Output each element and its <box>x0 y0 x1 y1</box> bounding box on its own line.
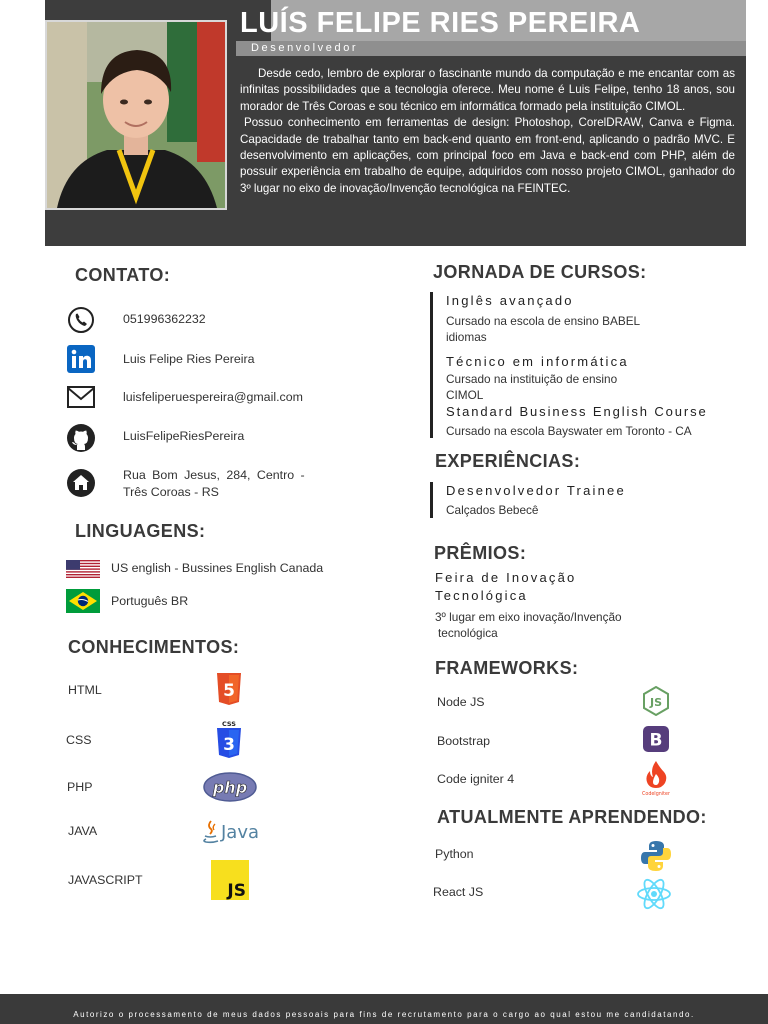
candidate-name: LUÍS FELIPE RIES PEREIRA <box>240 7 641 39</box>
nodejs-badge-label: JS <box>649 696 663 709</box>
course-3-line1: Cursado na escola Bayswater em Toronto - CA <box>446 424 692 438</box>
candidate-role: Desenvolvedor <box>251 42 359 54</box>
linkedin-icon <box>67 345 95 373</box>
about-paragraph-2: Possuo conhecimento em ferramentas de design: Photoshop, CorelDRAW, Canva e Figma. Capacidade de trabalhar tanto em back-end quanto em front-end, aplicando o padrão MVC. E desenvolvimento em aplicações, com principal foco em Java e back-end com PHP, além de possuir experiência em trabalho de equipe, adquiridos com nosso projeto CIMOL, ganhador do 3º lugar no eixo de inovação/Invenção tecnológica na FEINTEC. <box>240 116 735 195</box>
footer-consent-text: Autorizo o processamento de meus dados pessoais para fins de recrutamento para o cargo ao qual estou me candidatando. <box>73 1010 695 1019</box>
brazil-flag-icon <box>66 589 100 613</box>
html5-icon <box>216 672 242 706</box>
skill-java: JAVA <box>68 824 98 838</box>
skill-php: PHP <box>67 780 93 794</box>
about-text <box>240 66 735 197</box>
footer-bar <box>0 994 768 1024</box>
python-icon <box>639 839 673 873</box>
courses-timeline-bar <box>430 292 433 438</box>
php-badge-label: php <box>212 778 248 797</box>
learning-python: Python <box>435 847 474 861</box>
nodejs-icon <box>642 686 670 716</box>
skill-html: HTML <box>68 683 102 697</box>
bootstrap-icon <box>643 726 669 752</box>
languages-title: LINGUAGENS: <box>75 521 206 541</box>
course-2-line2: CIMOL <box>446 388 484 402</box>
learning-title: ATUALMENTE APRENDENDO: <box>437 807 707 827</box>
course-1-name: Inglês avançado <box>446 293 574 308</box>
experience-role: Desenvolvedor Trainee <box>446 483 626 498</box>
course-2-line1: Cursado na instituição de ensino <box>446 372 618 386</box>
experience-title: EXPERIÊNCIAS: <box>435 451 581 471</box>
language-portuguese: Português BR <box>111 594 189 608</box>
courses-title: JORNADA DE CURSOS: <box>433 262 647 282</box>
contact-phone[interactable]: 051996362232 <box>123 312 206 326</box>
award-desc-line1: 3º lugar em eixo inovação/Invenção <box>435 610 622 624</box>
us-flag-icon <box>66 560 100 578</box>
experience-company: Calçados Bebecê <box>446 503 539 517</box>
award-desc-line2: tecnológica <box>438 626 498 640</box>
php-icon <box>203 772 257 802</box>
bootstrap-badge-label: B <box>649 730 663 751</box>
github-icon <box>66 423 96 453</box>
html5-badge-label: 5 <box>223 681 235 701</box>
contact-github[interactable]: LuisFelipeRiesPereira <box>123 429 245 443</box>
contact-address-line1: Rua Bom Jesus, 284, Centro - <box>123 468 305 482</box>
header-panel <box>45 0 746 246</box>
css3-badge-label: 3 <box>223 735 235 755</box>
skills-title: CONHECIMENTOS: <box>68 637 240 657</box>
frameworks-title: FRAMEWORKS: <box>435 658 579 678</box>
language-english: US english - Bussines English Canada <box>111 561 324 575</box>
contact-address-line2: Três Coroas - RS <box>123 485 219 499</box>
contact-title: CONTATO: <box>75 265 171 285</box>
java-icon <box>200 817 262 845</box>
framework-bootstrap: Bootstrap <box>437 734 491 748</box>
learning-react: React JS <box>433 885 484 899</box>
profile-photo-illustration <box>47 22 225 208</box>
skill-css: CSS <box>66 733 92 747</box>
java-badge-label: Java <box>221 822 260 843</box>
contact-linkedin[interactable]: Luis Felipe Ries Pereira <box>123 352 255 366</box>
framework-nodejs: Node JS <box>437 695 485 709</box>
javascript-badge-label: JS <box>227 881 246 900</box>
css3-icon <box>215 719 243 759</box>
award-name-line2: Tecnológica <box>435 588 528 603</box>
course-2-name: Técnico em informática <box>446 354 629 369</box>
about-paragraph-1: Desde cedo, lembro de explorar o fascinante mundo da computação e me encantar com as infinitas possibilidades que a tecnologia oferece. Meu nome é Luis Felipe, tenho 18 anos, sou morador de Três Coroas e sou técnico em informática formado pela instituição CIMOL. <box>240 67 735 113</box>
framework-codeigniter: Code igniter 4 <box>437 772 515 786</box>
award-name-line1: Feira de Inovação <box>435 570 577 585</box>
course-1-line2: idiomas <box>446 330 487 344</box>
home-icon <box>66 468 96 498</box>
phone-icon <box>67 306 95 334</box>
profile-photo <box>47 22 225 208</box>
codeigniter-icon <box>638 759 674 797</box>
email-icon <box>67 386 95 408</box>
contact-email[interactable]: luisfeliperuespereira@gmail.com <box>123 390 303 404</box>
react-icon <box>636 877 672 911</box>
codeigniter-badge-label: CodeIgniter <box>642 792 670 797</box>
experience-timeline-bar <box>430 482 433 518</box>
skill-javascript: JAVASCRIPT <box>68 873 143 887</box>
javascript-icon <box>211 860 249 900</box>
css3-badge-tag: CSS <box>222 720 236 728</box>
course-3-name: Standard Business English Course <box>446 404 708 419</box>
course-1-line1: Cursado na escola de ensino BABEL <box>446 314 641 328</box>
awards-title: PRÊMIOS: <box>434 543 527 563</box>
